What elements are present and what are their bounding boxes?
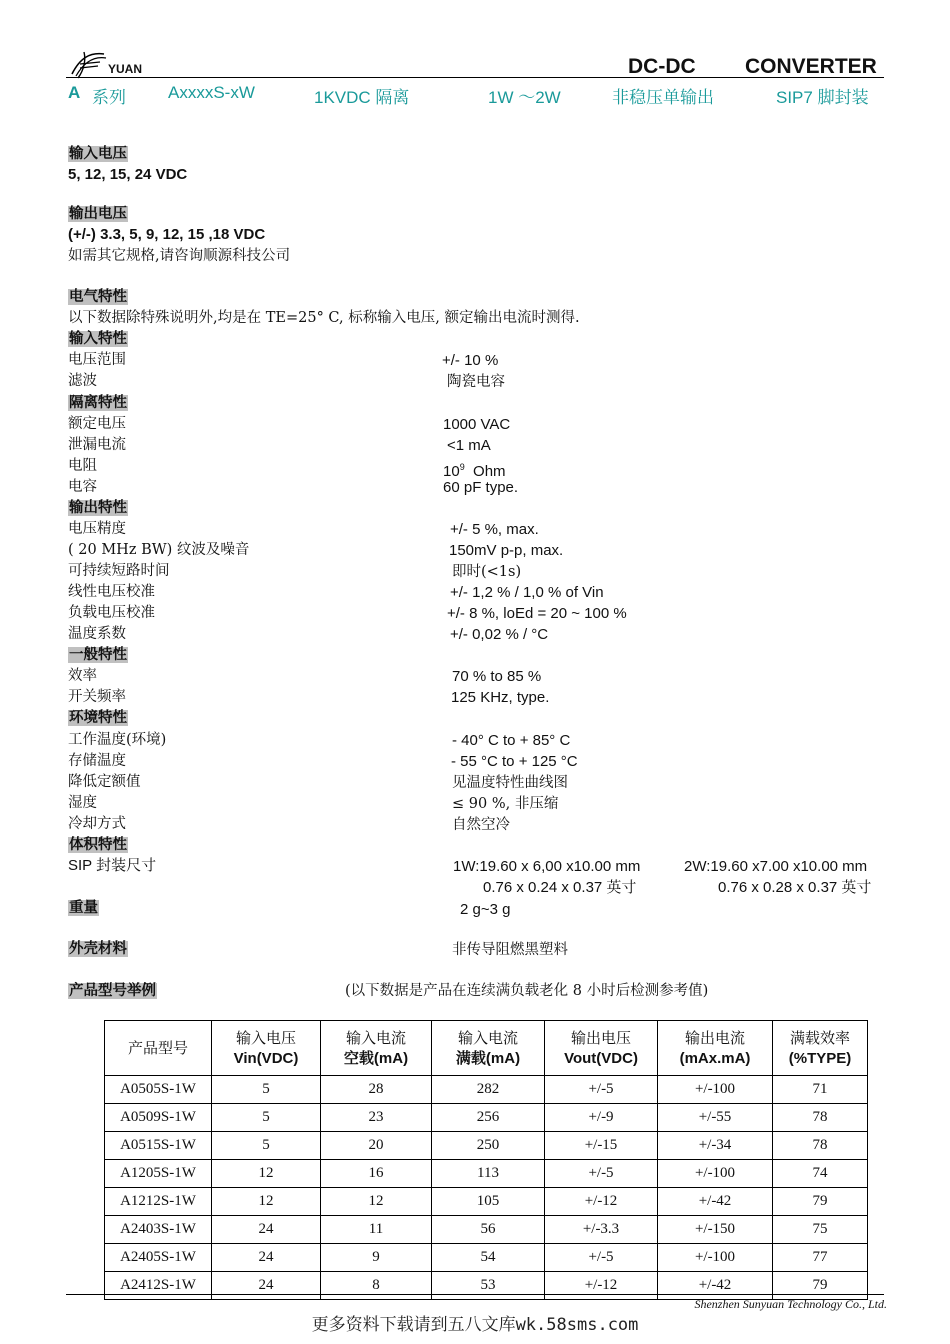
table-cell: 256: [432, 1104, 545, 1132]
table-row: [105, 1160, 868, 1188]
header-title-dcdc: DC-DC: [628, 55, 696, 78]
input-char-heading: 输入特性: [69, 331, 127, 347]
table-cell: 105: [432, 1188, 545, 1216]
size-2w: 2W:19.60 x7.00 x10.00 mm: [684, 858, 868, 875]
spec-label: 滤波: [68, 373, 97, 389]
spec-value: +/- 5 %, max.: [450, 521, 539, 538]
table-cell: 56: [432, 1216, 545, 1244]
table-cell: 24: [212, 1244, 321, 1272]
table-cell: 23: [321, 1104, 432, 1132]
table-cell: 16: [321, 1160, 432, 1188]
table-cell: 8: [321, 1272, 432, 1300]
table-cell: 113: [432, 1160, 545, 1188]
table-cell: A0505S-1W: [105, 1076, 212, 1104]
case-value: 非传导阻燃黑塑料: [452, 942, 568, 958]
case-heading: 外壳材料: [69, 941, 127, 957]
spec-value: ≤ 90 %, 非压缩: [452, 796, 559, 812]
spec-value: +/- 0,02 % / °C: [450, 626, 549, 643]
spec-value: 即时(<1s): [452, 564, 522, 580]
table-row: [105, 1076, 868, 1104]
table-cell: 28: [321, 1076, 432, 1104]
spec-label: 线性电压校准: [68, 584, 155, 600]
spec-label: ( 20 MHz BW) 纹波及噪音: [68, 542, 250, 558]
logo-swirl-icon: [66, 48, 110, 80]
output-voltage-note: 如需其它规格,请咨询顺源科技公司: [68, 248, 291, 264]
spec-label: 额定电压: [68, 416, 126, 432]
column-header: 输入电流 空载(mA): [321, 1021, 432, 1076]
table-row: [105, 1272, 868, 1300]
header-title-converter: CONVERTER: [745, 55, 877, 78]
table-cell: 5: [212, 1104, 321, 1132]
products-note: (以下数据是产品在连续满负载老化 8 小时后检测参考值): [345, 983, 709, 999]
column-header: 输入电流 满载(mA): [432, 1021, 545, 1076]
table-cell: 5: [212, 1076, 321, 1104]
size-1w-inch: 0.76 x 0.24 x 0.37 英寸: [483, 879, 637, 896]
table-cell: +/-150: [658, 1216, 773, 1244]
table-cell: +/-12: [545, 1188, 658, 1216]
isolation-rating: 1KVDC 隔离: [314, 88, 410, 107]
general-char-heading: 一般特性: [69, 647, 127, 663]
table-cell: A0509S-1W: [105, 1104, 212, 1132]
spec-value: - 55 °C to + 125 °C: [451, 753, 578, 770]
table-cell: +/-3.3: [545, 1216, 658, 1244]
column-header: 输入电压 Vin(VDC): [212, 1021, 321, 1076]
table-cell: 282: [432, 1076, 545, 1104]
table-cell: +/-100: [658, 1160, 773, 1188]
spec-value: +/- 1,2 % / 1,0 % of Vin: [450, 584, 604, 601]
table-cell: +/-12: [545, 1272, 658, 1300]
spec-label: 泄漏电流: [68, 437, 126, 453]
spec-label: 存储温度: [68, 753, 126, 769]
table-header-row: [105, 1021, 868, 1076]
spec-value: 自然空冷: [452, 817, 510, 833]
table-cell: 20: [321, 1132, 432, 1160]
spec-label: 电压范围: [68, 352, 126, 368]
spec-label: 湿度: [68, 795, 97, 811]
table-row: [105, 1104, 868, 1132]
table-cell: +/-5: [545, 1160, 658, 1188]
table-cell: 12: [212, 1160, 321, 1188]
table-cell: 24: [212, 1272, 321, 1300]
spec-label: 效率: [68, 668, 97, 684]
series-label: 系列: [92, 88, 126, 107]
table-row: [105, 1216, 868, 1244]
power-range: 1W ～2W: [488, 88, 561, 107]
table-cell: +/-9: [545, 1104, 658, 1132]
column-header: 输出电压 Vout(VDC): [545, 1021, 658, 1076]
spec-value: 陶瓷电容: [447, 374, 505, 390]
header-divider: [66, 77, 884, 78]
output-voltage-value: (+/-) 3.3, 5, 9, 12, 15 ,18 VDC: [68, 226, 266, 243]
column-header: 输出电流 (mAx.mA): [658, 1021, 773, 1076]
table-cell: 12: [212, 1188, 321, 1216]
table-cell: +/-55: [658, 1104, 773, 1132]
table-cell: 9: [321, 1244, 432, 1272]
table-cell: 24: [212, 1216, 321, 1244]
download-watermark: 更多资料下载请到五八文库wk.58sms.com: [311, 1315, 639, 1335]
company-name: Shenzhen Sunyuan Technology Co., Ltd.: [694, 1297, 887, 1311]
table-cell: A2405S-1W: [105, 1244, 212, 1272]
table-row: [105, 1244, 868, 1272]
table-cell: 5: [212, 1132, 321, 1160]
table-cell: 75: [773, 1216, 868, 1244]
spec-label: 开关频率: [68, 689, 126, 705]
table-cell: 71: [773, 1076, 868, 1104]
series-letter: A: [68, 83, 81, 102]
isolation-char-heading: 隔离特性: [69, 395, 127, 411]
table-row: [105, 1132, 868, 1160]
size-1w: 1W:19.60 x 6,00 x10.00 mm: [453, 858, 641, 875]
output-char-heading: 输出特性: [69, 500, 127, 516]
output-voltage-heading: 输出电压: [69, 206, 127, 222]
table-cell: A2412S-1W: [105, 1272, 212, 1300]
table-cell: +/-42: [658, 1188, 773, 1216]
output-type: 非稳压单输出: [612, 88, 714, 107]
table-cell: 53: [432, 1272, 545, 1300]
table-cell: 12: [321, 1188, 432, 1216]
spec-value: 见温度特性曲线图: [452, 775, 568, 791]
weight-heading: 重量: [69, 900, 98, 916]
table-cell: +/-5: [545, 1076, 658, 1104]
spec-label: 冷却方式: [68, 816, 126, 832]
table-cell: 78: [773, 1132, 868, 1160]
spec-value: 1000 VAC: [443, 416, 511, 433]
spec-value: $10^9$ Ohm: [443, 462, 506, 480]
table-cell: 78: [773, 1104, 868, 1132]
spec-label: 可持续短路时间: [68, 563, 170, 579]
column-header: 产品型号: [105, 1021, 212, 1076]
spec-label: 负载电压校准: [68, 605, 155, 621]
electrical-heading: 电气特性: [69, 289, 127, 305]
size-2w-inch: 0.76 x 0.28 x 0.37 英寸: [718, 879, 872, 896]
table-cell: +/-15: [545, 1132, 658, 1160]
table-cell: 250: [432, 1132, 545, 1160]
spec-label: 温度系数: [68, 626, 126, 642]
volume-char-heading: 体积特性: [69, 837, 127, 853]
logo-text: YUAN: [108, 62, 143, 76]
spec-value: 150mV p-p, max.: [449, 542, 564, 559]
spec-value: 125 KHz, type.: [451, 689, 550, 706]
table-cell: A2403S-1W: [105, 1216, 212, 1244]
table-cell: +/-5: [545, 1244, 658, 1272]
company-logo: [66, 48, 156, 78]
table-cell: A1212S-1W: [105, 1188, 212, 1216]
spec-label: 降低定额值: [68, 774, 141, 790]
table-cell: +/-100: [658, 1244, 773, 1272]
product-table: [104, 1020, 868, 1300]
input-voltage-heading: 输入电压: [69, 146, 127, 162]
table-cell: 74: [773, 1160, 868, 1188]
electrical-note: 以下数据除特殊说明外,均是在 TE=25° C, 标称输入电压, 额定输出电流时测得.: [68, 310, 580, 326]
spec-label: SIP 封装尺寸: [68, 857, 157, 874]
table-cell: 11: [321, 1216, 432, 1244]
spec-label: 工作温度(环境): [68, 732, 167, 748]
table-cell: +/-42: [658, 1272, 773, 1300]
spec-value: +/- 10 %: [442, 352, 499, 369]
table-row: [105, 1188, 868, 1216]
spec-value: - 40° C to + 85° C: [452, 732, 571, 749]
input-voltage-value: 5, 12, 15, 24 VDC: [68, 166, 188, 183]
table-cell: A0515S-1W: [105, 1132, 212, 1160]
spec-value: <1 mA: [447, 437, 491, 454]
table-cell: 79: [773, 1272, 868, 1300]
footer-divider: [66, 1294, 884, 1295]
environment-char-heading: 环境特性: [69, 710, 127, 726]
spec-value: +/- 8 %, loEd = 20 ~ 100 %: [447, 605, 627, 622]
spec-value: 70 % to 85 %: [452, 668, 542, 685]
weight-value: 2 g~3 g: [460, 901, 511, 918]
table-cell: A1205S-1W: [105, 1160, 212, 1188]
spec-value: 60 pF type.: [443, 479, 519, 496]
table-cell: 79: [773, 1188, 868, 1216]
table-cell: 77: [773, 1244, 868, 1272]
table-cell: +/-34: [658, 1132, 773, 1160]
table-cell: 54: [432, 1244, 545, 1272]
table-cell: +/-100: [658, 1076, 773, 1104]
spec-label: 电阻: [68, 458, 97, 474]
spec-label: 电压精度: [68, 521, 126, 537]
spec-label: 电容: [68, 479, 97, 495]
model-pattern: AxxxxS-xW: [168, 83, 255, 102]
products-heading: 产品型号举例: [69, 983, 156, 999]
column-header: 满载效率 (%TYPE): [773, 1021, 868, 1076]
package-type: SIP7 脚封装: [776, 88, 869, 107]
